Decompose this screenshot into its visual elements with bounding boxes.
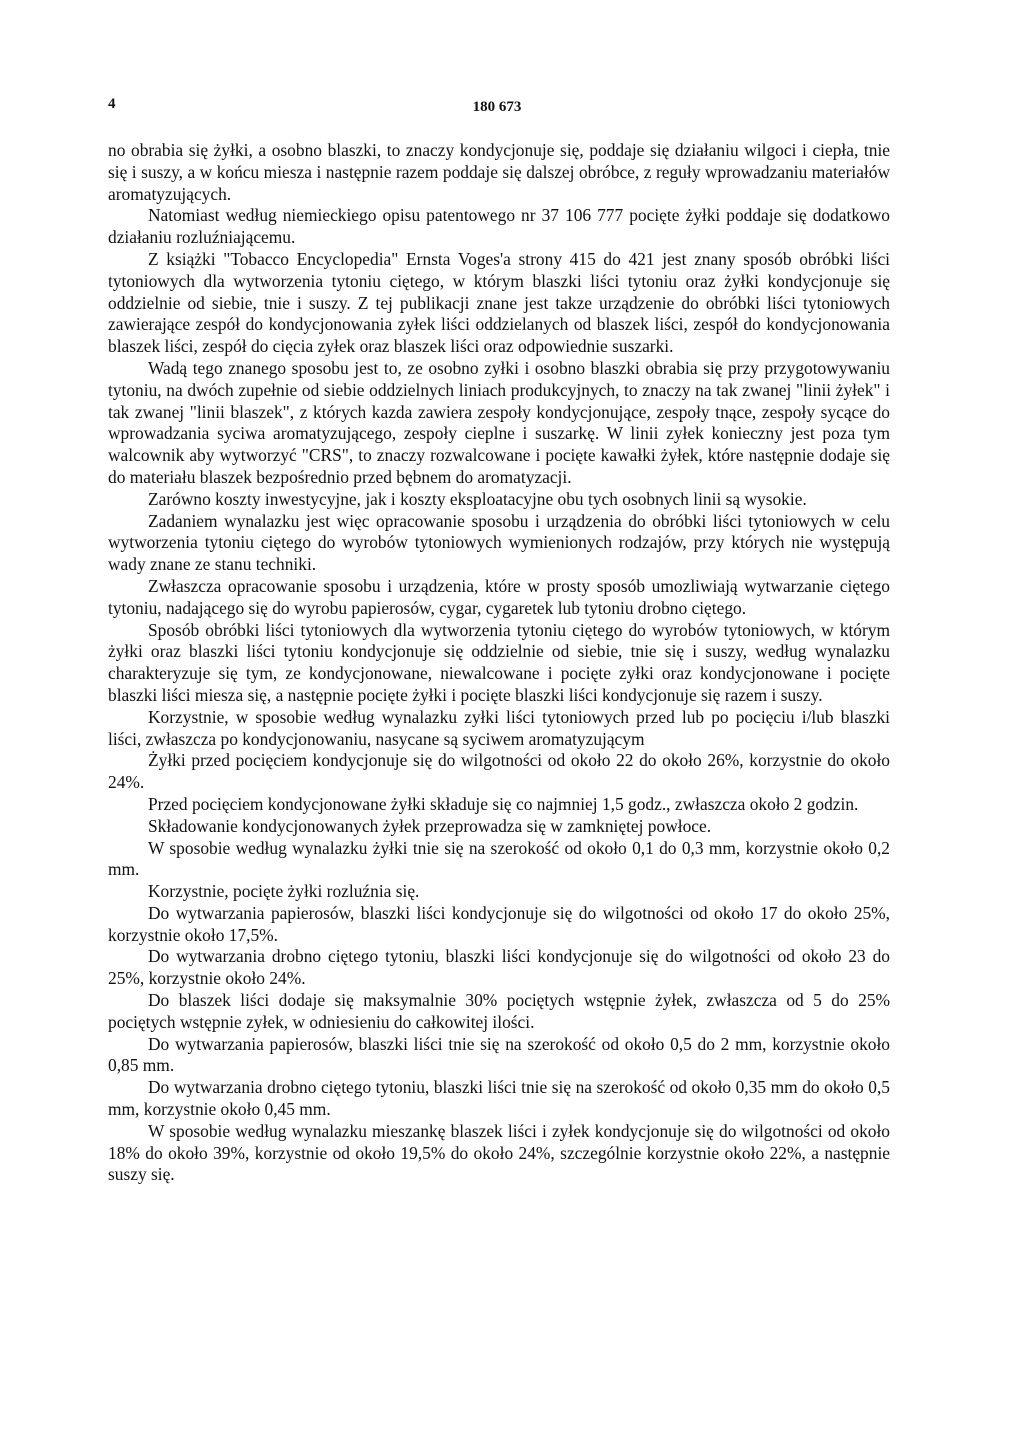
paragraph: Przed pocięciem kondycjonowane żyłki składuje się co najmniej 1,5 godz., zwłaszcza około 2 godzin.	[148, 793, 859, 814]
paragraph: Składowanie kondycjonowanych żyłek przeprowadza się w zamkniętej powłoce.	[148, 815, 712, 836]
paragraph: Korzystnie, pocięte żyłki rozluźnia się.	[148, 881, 420, 902]
paragraph: Zadaniem wynalazku jest więc opracowanie sposobu i urządzenia do obróbki liści tytoniowych w celu wytworzenia tytoniu ciętego do wyrobów tytoniowych wymienionych rodzajów, przy których nie występują wady znane ze stanu techniki.	[108, 510, 890, 575]
paragraph-continuation: no obrabia się żyłki, a osobno blaszki, to znaczy kondycjonuje się, poddaje się działaniu wilgoci i ciepła, tnie się i suszy, a w końcu miesza i następnie razem poddaje się dalszej obróbce, z reguły wprowadzaniu materiałów aromatyzujących.	[108, 140, 890, 204]
paragraph: Do wytwarzania papierosów, blaszki liści tnie się na szerokość od około 0,5 do 2 mm, korzystnie około 0,85 mm.	[108, 1033, 890, 1076]
paragraph: Zwłaszcza opracowanie sposobu i urządzenia, które w prosty sposób umozliwiają wytwarzanie ciętego tytoniu, nadającego się do wyrobu papierosów, cygar, cygaretek lub tytoniu drobno ciętego.	[108, 575, 890, 618]
paragraph: Natomiast według niemieckiego opisu patentowego nr 37 106 777 pocięte żyłki poddaje się dodatkowo działaniu rozluźniającemu.	[108, 205, 890, 248]
patent-number: 180 673	[472, 99, 522, 115]
paragraph: Korzystnie, w sposobie według wynalazku zyłki liści tytoniowych przed lub po pocięciu i/lub blaszki liści, zwłaszcza po kondycjonowaniu, nasycane są syciwem aromatyzującym	[108, 706, 890, 749]
paragraph: Do wytwarzania drobno ciętego tytoniu, blaszki liści kondycjonuje się do wilgotności od około 23 do 25%, korzystnie około 24%.	[108, 946, 890, 989]
page-number: 4	[108, 96, 116, 112]
paragraph: W sposobie według wynalazku mieszankę blaszek liści i zyłek kondycjonuje się do wilgotności od około 18% do około 39%, korzystnie od około 19,5% do około 24%, szczególnie korzystnie około 22%, a następnie suszy się.	[108, 1120, 890, 1185]
paragraph: Zarówno koszty inwestycyjne, jak i koszty eksploatacyjne obu tych osobnych linii są wysokie.	[148, 488, 807, 509]
paragraph: Z książki "Tobacco Encyclopedia" Ernsta Voges'a strony 415 do 421 jest znany sposób obróbki liści tytoniowych dla wytworzenia tytoniu ciętego, w którym blaszki liści tytoniu oraz żyłki kondycjonuje się oddzielnie od siebie, tnie i suszy. Z tej publikacji znane jest takze urządzenie do obróbki liści tytoniowych zawierające zespół do kondycjonowania zyłek liści oddzielanych od blaszek liści, zespół do kondycjonowania blaszek liści, zespół do cięcia zyłek oraz blaszek liści oraz odpowiednie suszarki.	[108, 248, 890, 357]
paragraph: Wadą tego znanego sposobu jest to, ze osobno zyłki i osobno blaszki obrabia się przy przygotowywaniu tytoniu, na dwóch zupełnie od siebie oddzielnych liniach produkcyjnych, to znaczy na tak zwanej "linii żyłek" i tak zwanej "linii blaszek", z których kazda zawiera zespoły kondycjonujące, zespoły tnące, zespoły sycące do wprowadzania syciwa aromatyzującego, zespoły cieplne i suszarkę. W linii zyłek konieczny jest poza tym walcownik aby wytworzyć "CRS", to znaczy rozwalcowane i pocięte kawałki żyłek, które następnie dodaje się do materiału blaszek bezpośrednio przed bębnem do aromatyzacji.	[108, 357, 890, 487]
body-text	[108, 140, 890, 1186]
paragraph: Do blaszek liści dodaje się maksymalnie 30% pociętych wstępnie żyłek, zwłaszcza od 5 do 25% pociętych wstępnie zyłek, w odniesieniu do całkowitej ilości.	[108, 990, 890, 1032]
paragraph: Do wytwarzania drobno ciętego tytoniu, blaszki liści tnie się na szerokość od około 0,35 mm do około 0,5 mm, korzystnie około 0,45 mm.	[108, 1077, 890, 1120]
paragraph: W sposobie według wynalazku żyłki tnie się na szerokość od około 0,1 do 0,3 mm, korzystnie około 0,2 mm.	[108, 837, 890, 880]
paragraph: Żyłki przed pocięciem kondycjonuje się do wilgotności od około 22 do około 26%, korzystnie do około 24%.	[108, 750, 890, 793]
paragraph: Sposób obróbki liści tytoniowych dla wytworzenia tytoniu ciętego do wyrobów tytoniowych, w którym żyłki oraz blaszki liści tytoniu kondycjonuje się oddzielnie od siebie, tnie się i suszy, według wynalazku charakteryzuje się tym, ze kondycjonowane, niewalcowane i pocięte zyłki oraz kondycjonowane i pocięte blaszki liści miesza się, a następnie pocięte żyłki i pocięte blaszki liści kondycjonuje się razem i suszy.	[108, 619, 890, 705]
paragraph: Do wytwarzania papierosów, blaszki liści kondycjonuje się do wilgotności od około 17 do około 25%, korzystnie około 17,5%.	[108, 902, 890, 945]
page-header	[108, 96, 890, 116]
